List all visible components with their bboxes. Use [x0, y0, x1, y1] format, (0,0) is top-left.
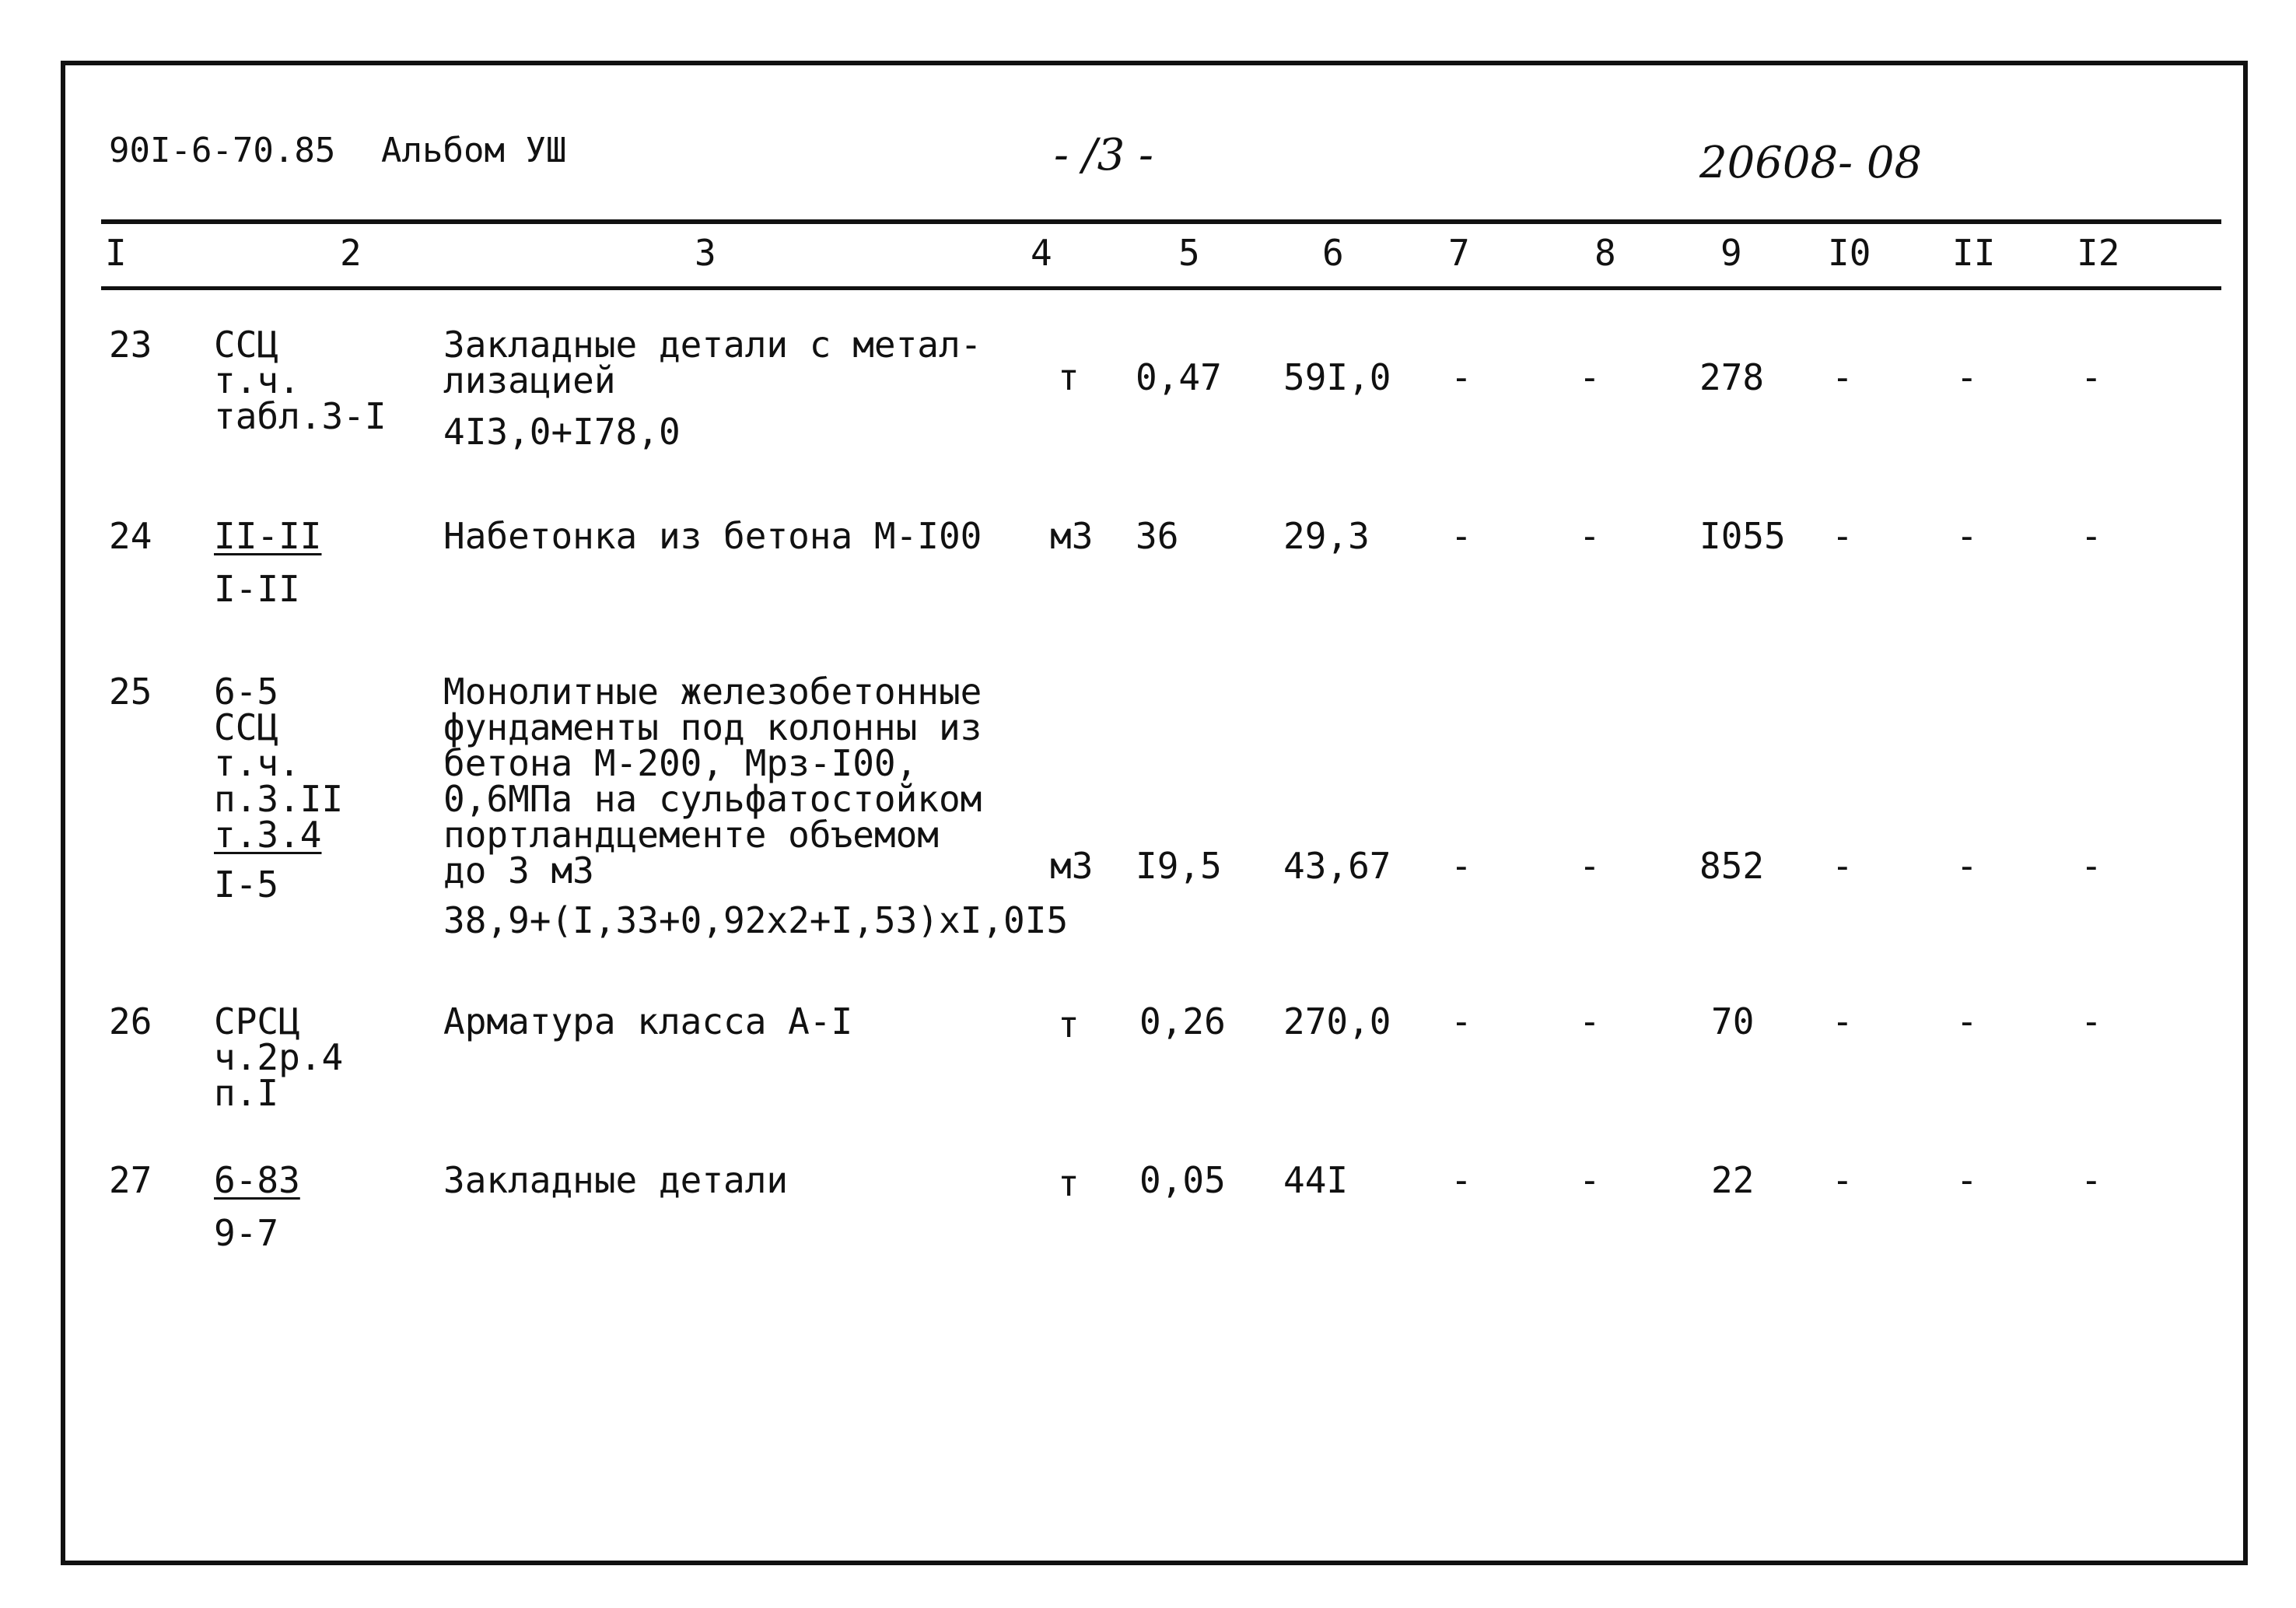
row-number: 26	[109, 1000, 152, 1042]
row-col9: 852	[1699, 845, 1765, 887]
row-reference-denominator: 9-7	[214, 1212, 279, 1254]
column-number-10: I0	[1828, 232, 1871, 274]
row-price: 43,67	[1283, 845, 1391, 887]
column-number-9: 9	[1720, 232, 1742, 274]
row-col8: -	[1579, 845, 1601, 887]
row-col8: -	[1579, 515, 1601, 557]
header-top-rule	[101, 219, 2221, 224]
row-col10: -	[1832, 356, 1853, 398]
row-col11: -	[1956, 1000, 1978, 1042]
row-col10: -	[1832, 845, 1853, 887]
row-col10: -	[1832, 1159, 1853, 1201]
column-number-6: 6	[1322, 232, 1344, 274]
row-reference: СРСЦ ч.2р.4 п.I	[214, 1000, 344, 1114]
row-col7: -	[1451, 1159, 1472, 1201]
row-price: 59I,0	[1283, 356, 1391, 398]
row-col9: I055	[1699, 515, 1786, 557]
row-col8: -	[1579, 1159, 1601, 1201]
row-reference-numerator: 6-83	[214, 1159, 300, 1201]
row-col11: -	[1956, 515, 1978, 557]
row-quantity: I9,5	[1136, 845, 1222, 887]
row-col11: -	[1956, 356, 1978, 398]
column-number-7: 7	[1448, 232, 1470, 274]
row-col8: -	[1579, 356, 1601, 398]
row-price: 29,3	[1283, 515, 1370, 557]
row-formula: 4I3,0+I78,0	[443, 411, 681, 453]
row-col10: -	[1832, 515, 1853, 557]
row-number: 25	[109, 671, 152, 713]
row-col12: -	[2081, 845, 2102, 887]
row-reference: ССЦ т.ч. табл.3-I	[214, 324, 387, 437]
row-unit: м3	[1050, 515, 1094, 557]
row-col12: -	[2081, 515, 2102, 557]
row-unit: т	[1058, 1162, 1080, 1204]
row-description: Набетонка из бетона М-I00	[443, 515, 982, 557]
row-col12: -	[2081, 1159, 2102, 1201]
row-number: 23	[109, 324, 152, 366]
column-number-8: 8	[1594, 232, 1616, 274]
row-col7: -	[1451, 845, 1472, 887]
row-col12: -	[2081, 1000, 2102, 1042]
row-quantity: 36	[1136, 515, 1179, 557]
row-reference-denominator: I-II	[214, 568, 300, 610]
row-reference-numerator: т.3.4	[214, 814, 322, 856]
row-col7: -	[1451, 515, 1472, 557]
row-quantity: 0,05	[1139, 1159, 1226, 1201]
page-number: - /3 -	[1054, 130, 1153, 180]
row-unit: м3	[1050, 845, 1094, 887]
row-col8: -	[1579, 1000, 1601, 1042]
row-quantity: 0,47	[1136, 356, 1222, 398]
row-unit: т	[1058, 1004, 1080, 1046]
row-col9: 278	[1699, 356, 1765, 398]
column-number-5: 5	[1178, 232, 1200, 274]
row-col11: -	[1956, 845, 1978, 887]
doc-code: 90I-6-70.85	[109, 131, 336, 170]
row-number: 27	[109, 1159, 152, 1201]
row-col7: -	[1451, 356, 1472, 398]
row-description: Арматура класса А-I	[443, 1000, 853, 1042]
column-number-11: II	[1952, 232, 1996, 274]
row-col12: -	[2081, 356, 2102, 398]
column-number-12: I2	[2077, 232, 2120, 274]
row-col9: 70	[1711, 1000, 1755, 1042]
row-description: Закладные детали	[443, 1159, 789, 1201]
column-number-2: 2	[340, 232, 362, 274]
row-col10: -	[1832, 1000, 1853, 1042]
row-reference-denominator: I-5	[214, 864, 279, 906]
row-col7: -	[1451, 1000, 1472, 1042]
column-number-3: 3	[695, 232, 716, 274]
row-formula: 38,9+(I,33+0,92x2+I,53)xI,0I5	[443, 899, 1069, 941]
document-number: 20608- 08	[1699, 138, 1923, 188]
row-price: 270,0	[1283, 1000, 1391, 1042]
row-col9: 22	[1711, 1159, 1755, 1201]
column-number-1: I	[105, 232, 127, 274]
header-bottom-rule	[101, 286, 2221, 290]
column-number-4: 4	[1031, 232, 1052, 274]
row-price: 44I	[1283, 1159, 1349, 1201]
row-description: Закладные детали с метал- лизацией	[443, 324, 982, 401]
row-quantity: 0,26	[1139, 1000, 1226, 1042]
row-reference: 6-5 ССЦ т.ч. п.3.II	[214, 671, 344, 820]
row-number: 24	[109, 515, 152, 557]
row-unit: т	[1058, 356, 1080, 398]
row-description: Монолитные железобетонные фундаменты под колонны из бетона М-200, Мрз-I00, 0,6МПа на сульфатостойком портландцементе объемом до 3 м3	[443, 671, 982, 892]
album-label: Альбом УШ	[381, 131, 567, 170]
row-reference-numerator: II-II	[214, 515, 322, 557]
row-col11: -	[1956, 1159, 1978, 1201]
